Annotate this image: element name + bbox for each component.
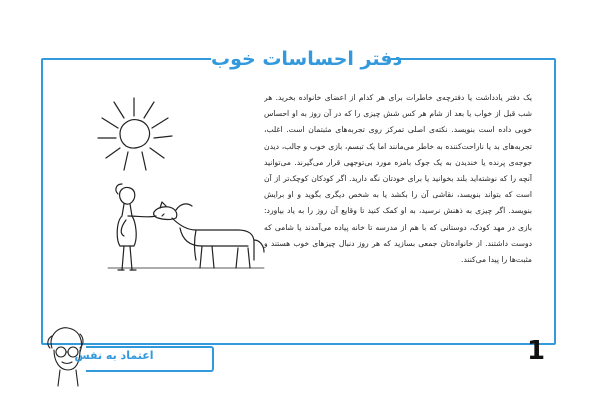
child-figure (116, 184, 156, 270)
footer-label: اعتماد به نفس (74, 349, 154, 362)
page-number: 1 (526, 336, 546, 366)
sun-icon (98, 98, 172, 170)
body-paragraph: یک دفتر یادداشت یا دفترچه‌ی خاطرات برای هر کدام از اعضای خانواده بخرید. هر شب قبل از خواب یا بعد از شام هر کس شش چیزی را که در آن روز به او احساس خوبی داده است بنویسد. نکته‌ی اصلی تمرکز روی تجربه‌های مثبتمان است. اغلب، تجربه‌های بد یا ناراحت‌کننده به خاطر می‌مانند اما یک تبسم، بازی خوب و جالب، دیدن جوجه‌ی پرنده یا خندیدن به یک جوک بامزه مورد بی‌توجهی قرار می‌گیرند. می‌توانید آنچه را که نوشته‌اید بلند بخوانید یا برای خودتان نگه دارید. اگر کودکان کوچک‌تر از آن است که بتواند بنویسد، نقاشی آن را بکشد یا به شخص دیگری بگوید و او برایش بنویسد. اگر چیزی به ذهنش نرسید، به او کمک کنید تا وقایع آن روز را به یاد بیاورد: بازی در مهد کودک، دوستانی که با هم از مدرسه تا خانه پیاده می‌آمدند یا شامی که دوست داشتند. از خانواده‌تان جمعی بسازید که هر روز دنبال چیزهای خوب هستند و مثبت‌ها را پیدا می‌کنند. (264, 93, 532, 265)
child-feeding-horse-illustration (68, 90, 268, 290)
title-wrap (211, 45, 403, 73)
page-title: دفتر احساسات خوب (211, 48, 403, 70)
horse-figure (154, 202, 264, 268)
